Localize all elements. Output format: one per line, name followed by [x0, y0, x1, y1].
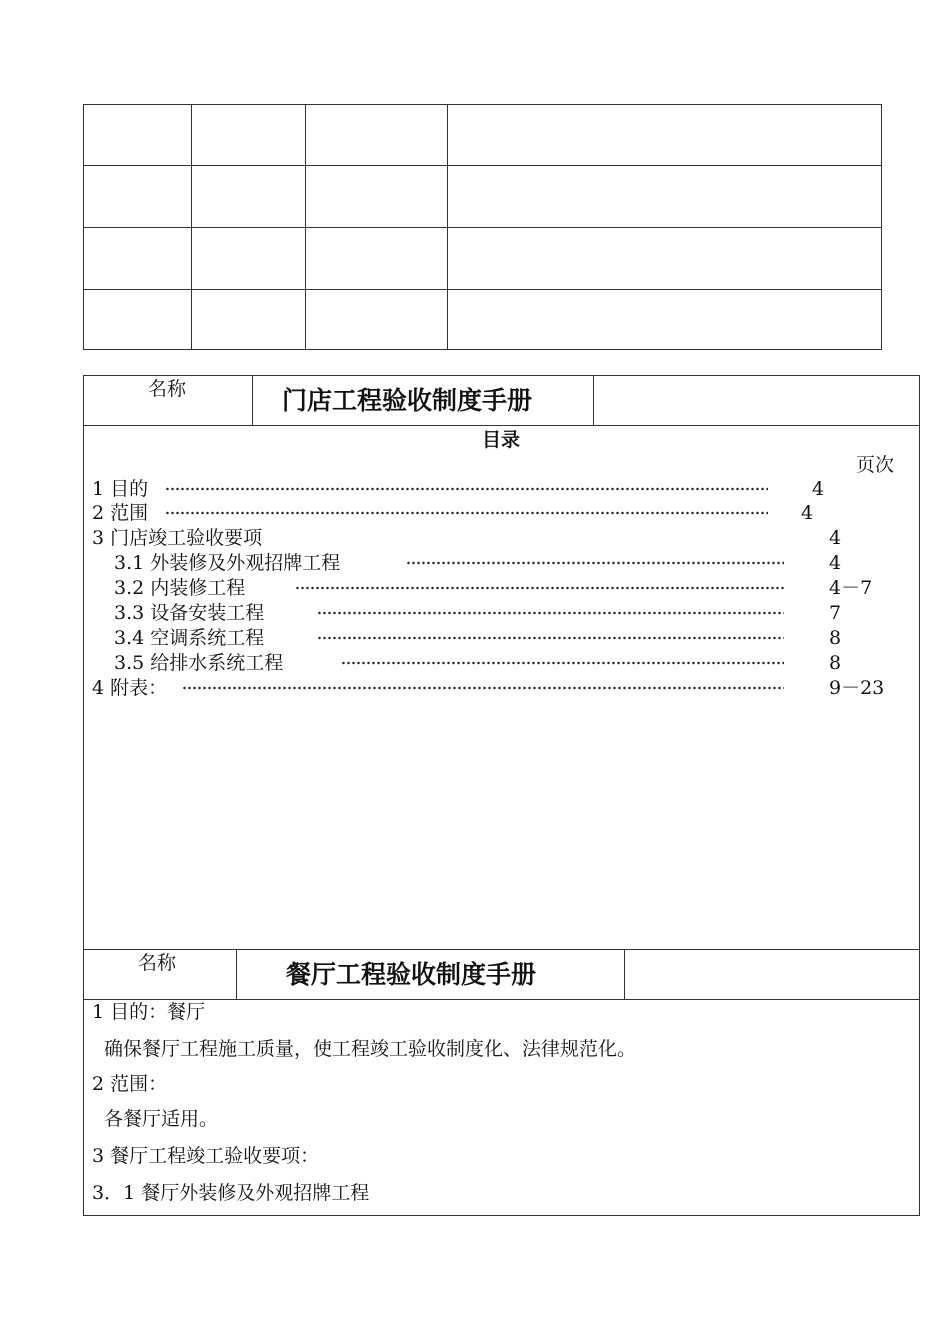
body-paragraph: 确保餐厅工程施工质量，使工程竣工验收制度化、法律规范化。 — [104, 1038, 637, 1060]
toc-leader-dots — [406, 561, 784, 565]
toc-entry-page: 8 — [829, 652, 842, 674]
toc-entry — [0, 526, 950, 550]
toc-entry-label: 3 门店竣工验收要项 — [92, 527, 263, 549]
toc-entry — [0, 576, 950, 600]
body-paragraph: 各餐厅适用。 — [104, 1108, 219, 1130]
toc-heading: 目录 — [482, 429, 521, 451]
section-heading: 1 目的：餐厅 — [92, 1001, 206, 1023]
toc-entry — [0, 676, 950, 700]
toc-entry-page: 4 — [829, 552, 842, 574]
document-title: 餐厅工程验收制度手册 — [286, 960, 537, 989]
toc-entry-page: 4 — [829, 527, 842, 549]
toc-entry-page: 7 — [829, 602, 842, 624]
toc-entry — [0, 601, 950, 625]
toc-entry — [0, 477, 950, 501]
name-label: 名称 — [138, 952, 177, 974]
toc-leader-dots — [295, 586, 784, 590]
toc-entry-page: 9－23 — [829, 677, 885, 699]
toc-leader-dots — [182, 686, 784, 690]
toc-entry-label: 3.2 内装修工程 — [114, 577, 246, 599]
subsection-heading: 3．1 餐厅外装修及外观招牌工程 — [92, 1182, 370, 1204]
page-column-label: 页次 — [856, 454, 895, 476]
toc-entry-label: 1 目的 — [92, 478, 149, 500]
toc-leader-dots — [165, 487, 768, 491]
toc-leader-dots — [317, 636, 784, 640]
toc-entry-label: 3.3 设备安装工程 — [114, 602, 265, 624]
toc-entry — [0, 501, 950, 525]
section-heading: 2 范围： — [92, 1073, 168, 1095]
toc-entry-page: 4－7 — [829, 577, 873, 599]
toc-entry-label: 3.5 给排水系统工程 — [114, 652, 284, 674]
toc-entry — [0, 551, 950, 575]
toc-entry-page: 8 — [829, 627, 842, 649]
toc-entry-page: 4 — [812, 478, 825, 500]
name-label: 名称 — [148, 378, 187, 400]
toc-entry — [0, 651, 950, 675]
toc-leader-dots — [317, 611, 784, 615]
toc-entry-label: 3.1 外装修及外观招牌工程 — [114, 552, 341, 574]
toc-entry-page: 4 — [801, 502, 814, 524]
section-heading: 3 餐厅工程竣工验收要项： — [92, 1145, 320, 1167]
toc-entry-label: 4 附表： — [92, 677, 168, 699]
toc-entry — [0, 626, 950, 650]
toc-leader-dots — [341, 661, 784, 665]
toc-entry-label: 3.4 空调系统工程 — [114, 627, 265, 649]
document-title: 门店工程验收制度手册 — [282, 386, 533, 415]
toc-leader-dots — [165, 511, 768, 515]
toc-entry-label: 2 范围 — [92, 502, 149, 524]
